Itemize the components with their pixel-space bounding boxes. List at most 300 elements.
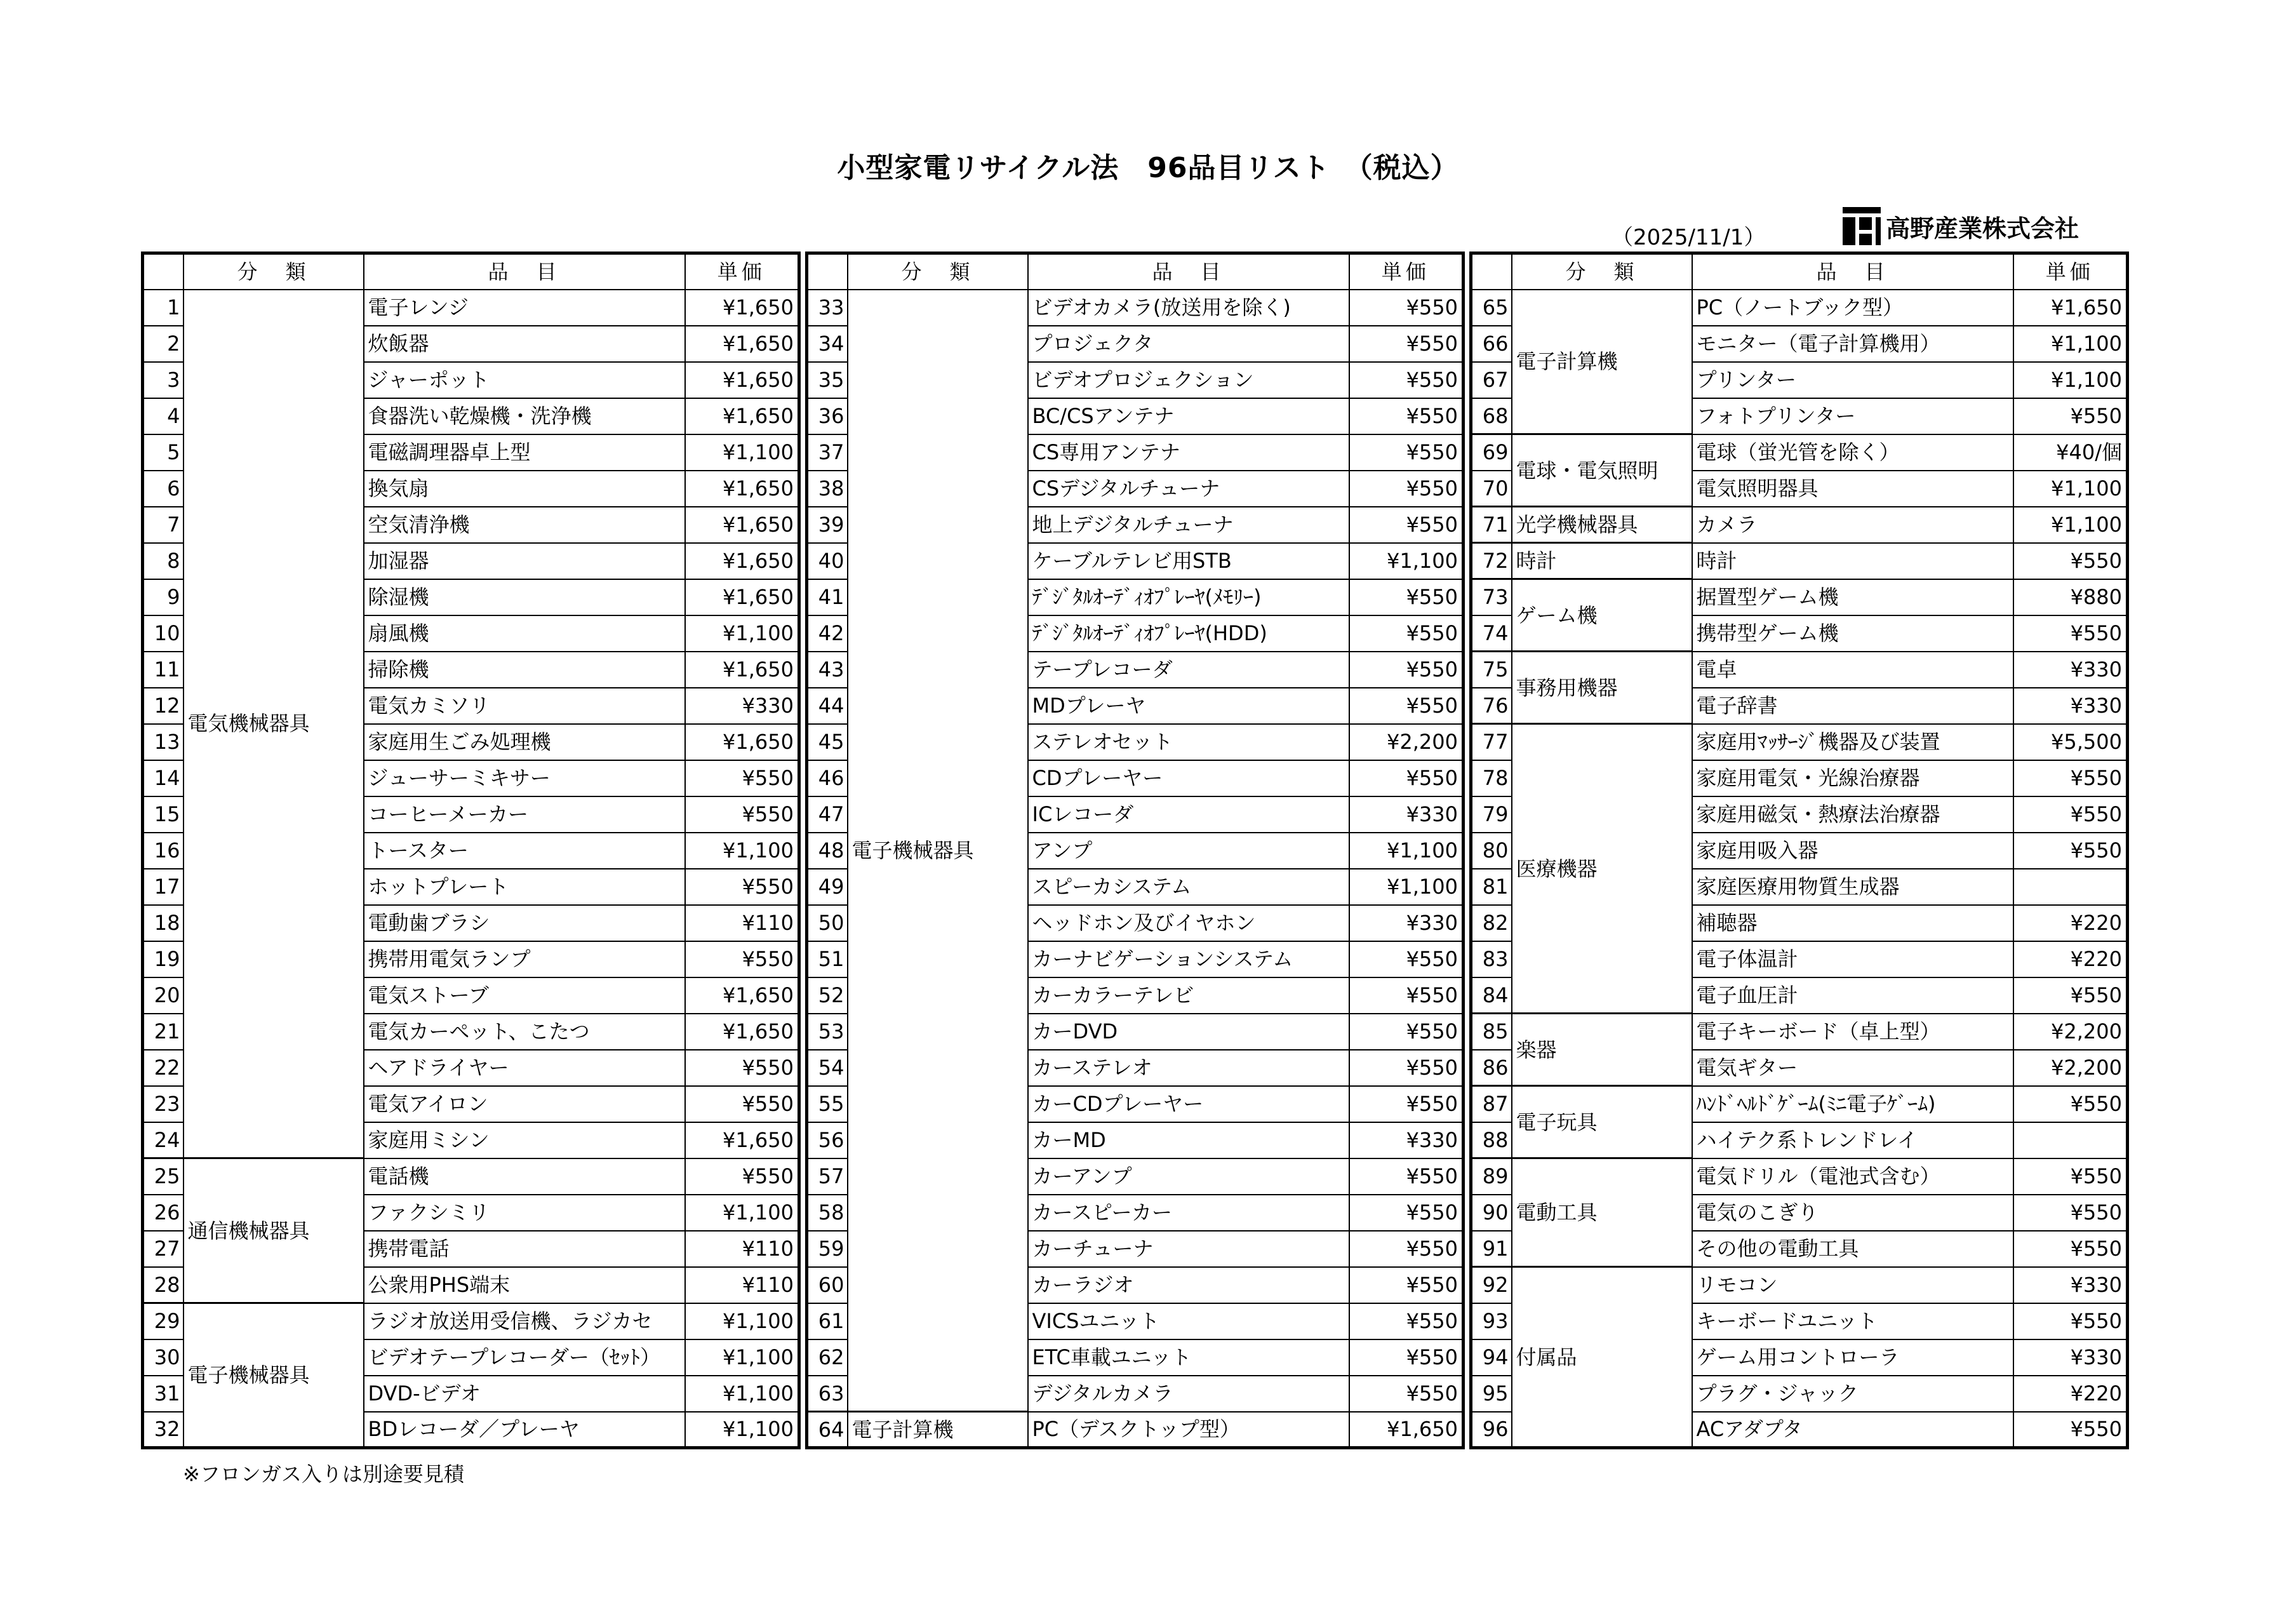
header-number: [1471, 253, 1512, 290]
unit-price: ¥330: [2013, 1339, 2128, 1376]
unit-price: ¥1,100: [1349, 543, 1464, 579]
row-number: 63: [807, 1376, 848, 1412]
item-name: 電気ギター: [1692, 1050, 2013, 1086]
row-number: 95: [1471, 1376, 1512, 1412]
unit-price: ¥2,200: [1349, 724, 1464, 760]
unit-price: ¥550: [2013, 796, 2128, 833]
item-name: ゲーム用コントローラ: [1692, 1339, 2013, 1376]
company-name: 高野産業株式会社: [1886, 214, 2079, 243]
item-name: 掃除機: [364, 652, 685, 688]
row-number: 49: [807, 869, 848, 905]
unit-price: ¥550: [1349, 652, 1464, 688]
row-number: 1: [143, 290, 184, 326]
item-name: 食器洗い乾燥機・洗浄機: [364, 398, 685, 434]
item-name: ヘアドライヤー: [364, 1050, 685, 1086]
item-name: 電気照明器具: [1692, 471, 2013, 507]
unit-price: ¥1,100: [685, 1339, 799, 1376]
unit-price: ¥550: [2013, 833, 2128, 869]
unit-price: ¥550: [685, 1158, 799, 1195]
unit-price: ¥550: [685, 1086, 799, 1122]
row-number: 59: [807, 1231, 848, 1267]
unit-price: ¥550: [1349, 1014, 1464, 1050]
row-number: 52: [807, 977, 848, 1014]
unit-price: ¥550: [2013, 1158, 2128, 1195]
header-number: [807, 253, 848, 290]
row-number: 21: [143, 1014, 184, 1050]
unit-price: ¥1,100: [685, 833, 799, 869]
unit-price: ¥1,100: [1349, 869, 1464, 905]
unit-price: [2013, 1122, 2128, 1158]
item-name: ハイテク系トレンドレイ: [1692, 1122, 2013, 1158]
row-number: 67: [1471, 362, 1512, 398]
unit-price: ¥1,650: [685, 362, 799, 398]
unit-price: ¥330: [2013, 688, 2128, 724]
unit-price: ¥1,100: [685, 1303, 799, 1339]
item-name: カーDVD: [1028, 1014, 1349, 1050]
unit-price: ¥1,650: [685, 1122, 799, 1158]
unit-price: ¥110: [685, 1267, 799, 1303]
table-row: [1471, 1158, 2128, 1195]
unit-price: ¥220: [2013, 941, 2128, 977]
item-name: ジューサーミキサー: [364, 760, 685, 796]
row-number: 42: [807, 615, 848, 652]
unit-price: ¥330: [1349, 1122, 1464, 1158]
header-item: 品 目: [1028, 253, 1349, 290]
unit-price: ¥1,650: [685, 724, 799, 760]
item-name: ビデオテープレコーダー（ｾｯﾄ）: [364, 1339, 685, 1376]
unit-price: ¥1,650: [685, 1014, 799, 1050]
row-number: 30: [143, 1339, 184, 1376]
price-table-2: [805, 252, 1465, 1449]
row-number: 77: [1471, 724, 1512, 760]
item-name: カーチューナ: [1028, 1231, 1349, 1267]
unit-price: ¥550: [1349, 362, 1464, 398]
issue-date: （2025/11/1）: [1612, 225, 1766, 250]
row-number: 60: [807, 1267, 848, 1303]
unit-price: ¥550: [1349, 326, 1464, 362]
row-number: 88: [1471, 1122, 1512, 1158]
item-name: 電子キーボード（卓上型）: [1692, 1014, 2013, 1050]
row-number: 66: [1471, 326, 1512, 362]
table-row: [1471, 434, 2128, 471]
item-name: 携帯型ゲーム機: [1692, 615, 2013, 652]
row-number: 3: [143, 362, 184, 398]
item-name: テープレコーダ: [1028, 652, 1349, 688]
row-number: 61: [807, 1303, 848, 1339]
item-name: ﾃﾞｼﾞﾀﾙｵｰﾃﾞｨｵﾌﾟﾚｰﾔ(HDD): [1028, 615, 1349, 652]
unit-price: ¥550: [2013, 543, 2128, 579]
row-number: 65: [1471, 290, 1512, 326]
row-number: 5: [143, 434, 184, 471]
category-cell: 電動工具: [1512, 1158, 1692, 1267]
row-number: 45: [807, 724, 848, 760]
row-number: 13: [143, 724, 184, 760]
row-number: 27: [143, 1231, 184, 1267]
unit-price: ¥1,100: [685, 1412, 799, 1448]
item-name: 電気カーペット、こたつ: [364, 1014, 685, 1050]
unit-price: ¥550: [1349, 1050, 1464, 1086]
item-name: ﾊﾝﾄﾞﾍﾙﾄﾞｹﾞｰﾑ(ﾐﾆ電子ｹﾞｰﾑ): [1692, 1086, 2013, 1122]
item-name: 家庭用ミシン: [364, 1122, 685, 1158]
row-number: 47: [807, 796, 848, 833]
unit-price: ¥1,100: [685, 615, 799, 652]
table-row: [1471, 1014, 2128, 1050]
item-name: 電気カミソリ: [364, 688, 685, 724]
unit-price: ¥2,200: [2013, 1050, 2128, 1086]
unit-price: ¥550: [1349, 1231, 1464, 1267]
row-number: 62: [807, 1339, 848, 1376]
header-category: 分 類: [1512, 253, 1692, 290]
unit-price: ¥330: [2013, 1267, 2128, 1303]
item-name: キーボードユニット: [1692, 1303, 2013, 1339]
unit-price: ¥550: [1349, 1158, 1464, 1195]
item-name: カーラジオ: [1028, 1267, 1349, 1303]
category-cell: 通信機械器具: [184, 1158, 364, 1303]
row-number: 2: [143, 326, 184, 362]
item-name: カメラ: [1692, 507, 2013, 543]
unit-price: ¥330: [2013, 652, 2128, 688]
row-number: 8: [143, 543, 184, 579]
row-number: 92: [1471, 1267, 1512, 1303]
footnote: ※フロンガス入りは別途要見積: [183, 1462, 464, 1486]
row-number: 10: [143, 615, 184, 652]
row-number: 55: [807, 1086, 848, 1122]
table-row: [1471, 1086, 2128, 1122]
row-number: 51: [807, 941, 848, 977]
item-name: 電気ドリル（電池式含む）: [1692, 1158, 2013, 1195]
item-name: ジャーポット: [364, 362, 685, 398]
category-cell: 電気機械器具: [184, 290, 364, 1158]
item-name: 電動歯ブラシ: [364, 905, 685, 941]
item-name: カーステレオ: [1028, 1050, 1349, 1086]
unit-price: ¥1,650: [685, 543, 799, 579]
item-name: 時計: [1692, 543, 2013, 579]
item-name: ACアダプタ: [1692, 1412, 2013, 1448]
row-number: 4: [143, 398, 184, 434]
unit-price: ¥5,500: [2013, 724, 2128, 760]
unit-price: [2013, 869, 2128, 905]
unit-price: ¥220: [2013, 1376, 2128, 1412]
row-number: 38: [807, 471, 848, 507]
unit-price: ¥550: [1349, 615, 1464, 652]
row-number: 85: [1471, 1014, 1512, 1050]
item-name: 電子体温計: [1692, 941, 2013, 977]
row-number: 83: [1471, 941, 1512, 977]
unit-price: ¥1,650: [685, 652, 799, 688]
unit-price: ¥550: [1349, 1267, 1464, 1303]
row-number: 64: [807, 1412, 848, 1448]
category-cell: 光学機械器具: [1512, 507, 1692, 543]
unit-price: ¥550: [2013, 1195, 2128, 1231]
unit-price: ¥330: [1349, 796, 1464, 833]
row-number: 46: [807, 760, 848, 796]
category-cell: 楽器: [1512, 1014, 1692, 1086]
item-name: コーヒーメーカー: [364, 796, 685, 833]
item-name: ホットプレート: [364, 869, 685, 905]
category-cell: 電球・電気照明: [1512, 434, 1692, 507]
item-name: ETC車載ユニット: [1028, 1339, 1349, 1376]
page-title: 小型家電リサイクル法 96品目リスト （税込）: [837, 152, 1459, 184]
row-number: 7: [143, 507, 184, 543]
header-price: 単価: [2013, 253, 2128, 290]
item-name: 据置型ゲーム機: [1692, 579, 2013, 615]
row-number: 80: [1471, 833, 1512, 869]
table-row: [1471, 579, 2128, 615]
row-number: 69: [1471, 434, 1512, 471]
header-price: 単価: [685, 253, 799, 290]
header-item: 品 目: [364, 253, 685, 290]
item-name: 空気清浄機: [364, 507, 685, 543]
row-number: 78: [1471, 760, 1512, 796]
item-name: 家庭用磁気・熱療法治療器: [1692, 796, 2013, 833]
row-number: 19: [143, 941, 184, 977]
item-name: ステレオセット: [1028, 724, 1349, 760]
row-number: 53: [807, 1014, 848, 1050]
row-number: 34: [807, 326, 848, 362]
item-name: モニター（電子計算機用）: [1692, 326, 2013, 362]
item-name: ビデオカメラ(放送用を除く): [1028, 290, 1349, 326]
row-number: 76: [1471, 688, 1512, 724]
item-name: CS専用アンテナ: [1028, 434, 1349, 471]
item-name: ケーブルテレビ用STB: [1028, 543, 1349, 579]
row-number: 40: [807, 543, 848, 579]
row-number: 39: [807, 507, 848, 543]
item-name: CSデジタルチューナ: [1028, 471, 1349, 507]
unit-price: ¥550: [685, 760, 799, 796]
unit-price: ¥550: [2013, 398, 2128, 434]
row-number: 48: [807, 833, 848, 869]
unit-price: ¥550: [1349, 1303, 1464, 1339]
item-name: その他の電動工具: [1692, 1231, 2013, 1267]
table-row: [1471, 543, 2128, 579]
unit-price: ¥330: [685, 688, 799, 724]
item-name: カーナビゲーションシステム: [1028, 941, 1349, 977]
item-name: プリンター: [1692, 362, 2013, 398]
row-number: 84: [1471, 977, 1512, 1014]
row-number: 91: [1471, 1231, 1512, 1267]
item-name: BDレコーダ／プレーヤ: [364, 1412, 685, 1448]
item-name: ICレコーダ: [1028, 796, 1349, 833]
row-number: 20: [143, 977, 184, 1014]
unit-price: ¥1,650: [685, 579, 799, 615]
item-name: ﾃﾞｼﾞﾀﾙｵｰﾃﾞｨｵﾌﾟﾚｰﾔ(ﾒﾓﾘｰ): [1028, 579, 1349, 615]
item-name: 携帯電話: [364, 1231, 685, 1267]
row-number: 6: [143, 471, 184, 507]
row-number: 68: [1471, 398, 1512, 434]
company-block: [1843, 207, 2079, 245]
item-name: 電気アイロン: [364, 1086, 685, 1122]
row-number: 18: [143, 905, 184, 941]
row-number: 44: [807, 688, 848, 724]
category-cell: 電子玩具: [1512, 1086, 1692, 1158]
item-name: プラグ・ジャック: [1692, 1376, 2013, 1412]
unit-price: ¥550: [1349, 579, 1464, 615]
item-name: MDプレーヤ: [1028, 688, 1349, 724]
row-number: 28: [143, 1267, 184, 1303]
unit-price: ¥1,100: [685, 1376, 799, 1412]
item-name: カーアンプ: [1028, 1158, 1349, 1195]
item-name: 電話機: [364, 1158, 685, 1195]
item-name: ヘッドホン及びイヤホン: [1028, 905, 1349, 941]
unit-price: ¥550: [1349, 507, 1464, 543]
row-number: 36: [807, 398, 848, 434]
price-table-1: [141, 252, 801, 1449]
unit-price: ¥2,200: [2013, 1014, 2128, 1050]
table-row: [1471, 652, 2128, 688]
item-name: デジタルカメラ: [1028, 1376, 1349, 1412]
row-number: 86: [1471, 1050, 1512, 1086]
row-number: 32: [143, 1412, 184, 1448]
row-number: 50: [807, 905, 848, 941]
table-row: [143, 290, 799, 326]
row-number: 82: [1471, 905, 1512, 941]
unit-price: ¥1,100: [2013, 362, 2128, 398]
item-name: 家庭用ﾏｯｻｰｼﾞ機器及び装置: [1692, 724, 2013, 760]
row-number: 31: [143, 1376, 184, 1412]
row-number: 81: [1471, 869, 1512, 905]
unit-price: ¥550: [685, 796, 799, 833]
item-name: 公衆用PHS端末: [364, 1267, 685, 1303]
item-name: アンプ: [1028, 833, 1349, 869]
item-name: 地上デジタルチューナ: [1028, 507, 1349, 543]
unit-price: ¥1,650: [685, 507, 799, 543]
item-name: PC（ノートブック型）: [1692, 290, 2013, 326]
unit-price: ¥1,650: [685, 326, 799, 362]
row-number: 79: [1471, 796, 1512, 833]
unit-price: ¥550: [685, 941, 799, 977]
category-cell: ゲーム機: [1512, 579, 1692, 652]
item-name: ビデオプロジェクション: [1028, 362, 1349, 398]
header-item: 品 目: [1692, 253, 2013, 290]
unit-price: ¥550: [685, 869, 799, 905]
row-number: 11: [143, 652, 184, 688]
item-name: 除湿機: [364, 579, 685, 615]
item-name: フォトプリンター: [1692, 398, 2013, 434]
row-number: 37: [807, 434, 848, 471]
item-name: カーカラーテレビ: [1028, 977, 1349, 1014]
unit-price: ¥330: [1349, 905, 1464, 941]
row-number: 74: [1471, 615, 1512, 652]
unit-price: ¥1,100: [1349, 833, 1464, 869]
item-name: ファクシミリ: [364, 1195, 685, 1231]
header-price: 単価: [1349, 253, 1464, 290]
item-name: 電子血圧計: [1692, 977, 2013, 1014]
row-number: 26: [143, 1195, 184, 1231]
unit-price: ¥1,100: [685, 434, 799, 471]
unit-price: ¥110: [685, 1231, 799, 1267]
unit-price: ¥1,100: [2013, 326, 2128, 362]
row-number: 22: [143, 1050, 184, 1086]
category-cell: 電子計算機: [848, 1412, 1028, 1448]
unit-price: ¥220: [2013, 905, 2128, 941]
unit-price: ¥1,650: [2013, 290, 2128, 326]
row-number: 25: [143, 1158, 184, 1195]
item-name: PC（デスクトップ型）: [1028, 1412, 1349, 1448]
unit-price: ¥550: [1349, 688, 1464, 724]
price-table-3: [1469, 252, 2129, 1449]
item-name: VICSユニット: [1028, 1303, 1349, 1339]
company-logo-icon: [1843, 207, 1881, 245]
row-number: 17: [143, 869, 184, 905]
unit-price: ¥550: [1349, 290, 1464, 326]
row-number: 71: [1471, 507, 1512, 543]
unit-price: ¥550: [1349, 471, 1464, 507]
row-number: 41: [807, 579, 848, 615]
unit-price: ¥550: [2013, 1303, 2128, 1339]
item-name: 電子レンジ: [364, 290, 685, 326]
row-number: 54: [807, 1050, 848, 1086]
item-name: 家庭用電気・光線治療器: [1692, 760, 2013, 796]
table-row: [1471, 1267, 2128, 1303]
item-name: DVD-ビデオ: [364, 1376, 685, 1412]
row-number: 57: [807, 1158, 848, 1195]
item-name: 家庭医療用物質生成器: [1692, 869, 2013, 905]
item-name: 換気扇: [364, 471, 685, 507]
unit-price: ¥550: [2013, 977, 2128, 1014]
item-name: 家庭用生ごみ処理機: [364, 724, 685, 760]
item-name: 炊飯器: [364, 326, 685, 362]
row-number: 12: [143, 688, 184, 724]
category-cell: 事務用機器: [1512, 652, 1692, 724]
unit-price: ¥550: [2013, 1412, 2128, 1448]
table-row: [143, 1303, 799, 1339]
item-name: 電磁調理器卓上型: [364, 434, 685, 471]
item-name: プロジェクタ: [1028, 326, 1349, 362]
table-row: [807, 1412, 1464, 1448]
unit-price: ¥550: [1349, 1376, 1464, 1412]
unit-price: ¥550: [1349, 398, 1464, 434]
unit-price: ¥1,650: [685, 977, 799, 1014]
header-category: 分 類: [848, 253, 1028, 290]
unit-price: ¥550: [2013, 1086, 2128, 1122]
unit-price: ¥550: [1349, 941, 1464, 977]
table-row: [1471, 724, 2128, 760]
item-name: 電気ストーブ: [364, 977, 685, 1014]
item-name: トースター: [364, 833, 685, 869]
unit-price: ¥550: [1349, 1195, 1464, 1231]
unit-price: ¥550: [685, 1050, 799, 1086]
row-number: 72: [1471, 543, 1512, 579]
unit-price: ¥550: [1349, 760, 1464, 796]
item-name: 電卓: [1692, 652, 2013, 688]
category-cell: 電子機械器具: [184, 1303, 364, 1448]
item-name: 補聴器: [1692, 905, 2013, 941]
table-row: [1471, 290, 2128, 326]
row-number: 75: [1471, 652, 1512, 688]
row-number: 14: [143, 760, 184, 796]
unit-price: ¥550: [1349, 977, 1464, 1014]
row-number: 94: [1471, 1339, 1512, 1376]
row-number: 93: [1471, 1303, 1512, 1339]
unit-price: ¥1,100: [2013, 471, 2128, 507]
category-cell: 時計: [1512, 543, 1692, 579]
row-number: 15: [143, 796, 184, 833]
unit-price: ¥550: [2013, 615, 2128, 652]
row-number: 73: [1471, 579, 1512, 615]
unit-price: ¥880: [2013, 579, 2128, 615]
item-name: CDプレーヤー: [1028, 760, 1349, 796]
row-number: 70: [1471, 471, 1512, 507]
table-row: [143, 1158, 799, 1195]
unit-price: ¥110: [685, 905, 799, 941]
unit-price: ¥1,650: [685, 290, 799, 326]
category-cell: 付属品: [1512, 1267, 1692, 1448]
row-number: 29: [143, 1303, 184, 1339]
unit-price: ¥1,650: [685, 471, 799, 507]
unit-price: ¥40/個: [2013, 434, 2128, 471]
header-number: [143, 253, 184, 290]
item-name: BC/CSアンテナ: [1028, 398, 1349, 434]
